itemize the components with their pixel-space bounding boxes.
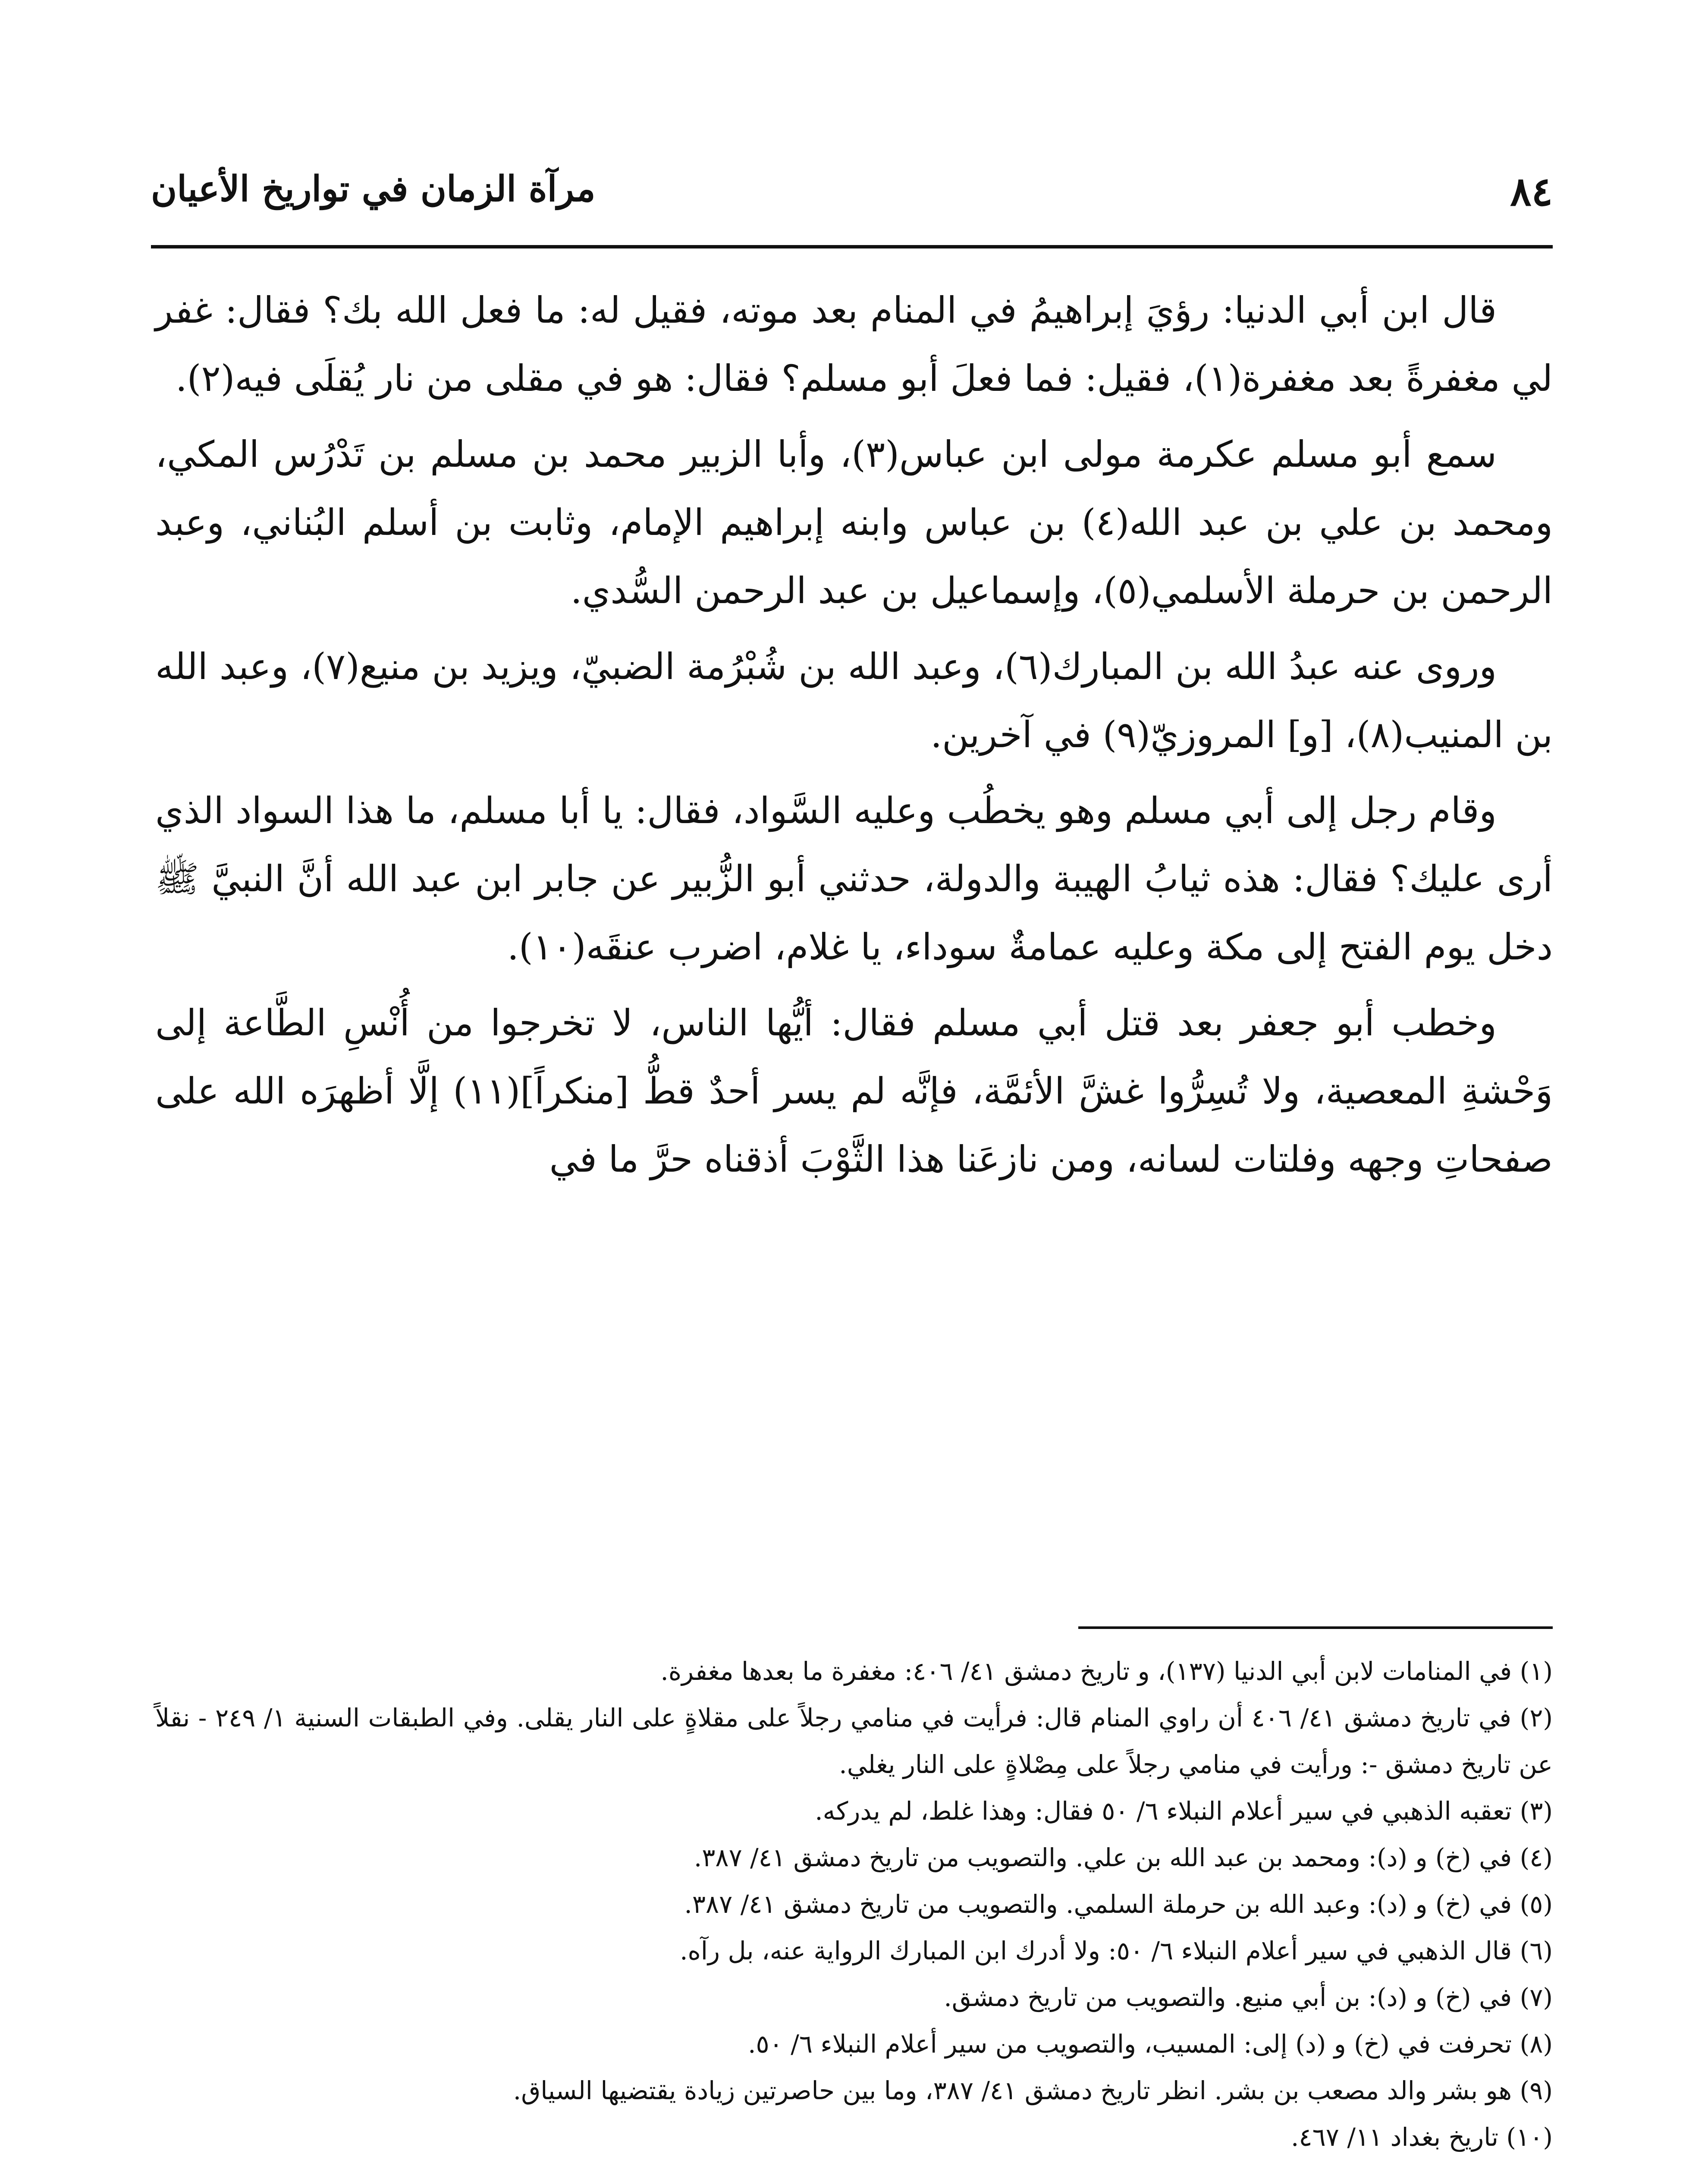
- footnote: (١٠) تاريخ بغداد ١١/ ٤٦٧.: [1290, 2122, 1553, 2152]
- footnote: (٦) قال الذهبي في سير أعلام النبلاء ٦/ ٥٠: ولا أدرك ابن المبارك الرواية عنه، بل رآه.: [680, 1936, 1553, 1965]
- footnote-rule: [1078, 1626, 1553, 1629]
- footnote: (٣) تعقبه الذهبي في سير أعلام النبلاء ٦/ ٥٠ فقال: وهذا غلط، لم يدركه.: [815, 1796, 1553, 1826]
- paragraph: وخطب أبو جعفر بعد قتل أبي مسلم فقال: أيُّها الناس، لا تخرجوا من أُنْسِ الطَّاعة إلى وَحْشةِ المعصية، ولا تُسِرُّوا غشَّ الأئمَّة، فإنَّه لم يسر أحدٌ قطُّ [منكراً](١١) إلَّا أظهرَه الله على صفحاتِ وجهه وفلتات لسانه، ومن نازعَنا هذا الثَّوْبَ أذقناه حرَّ ما في: [155, 1002, 1553, 1180]
- footnote: (٥) في (خ) و (د): وعبد الله بن حرملة السلمي. والتصويب من تاريخ دمشق ٤١/ ٣٨٧.: [684, 1890, 1553, 1919]
- paragraph: وقام رجل إلى أبي مسلم وهو يخطُب وعليه السَّواد، فقال: يا أبا مسلم، ما هذا السواد الذي أرى عليك؟ فقال: هذه ثيابُ الهيبة والدولة، حدثني أبو الزُّبير عن جابر ابن عبد الله أنَّ النبيَّ ﷺ دخل يوم الفتح إلى مكة وعليه عمامةٌ سوداء، يا غلام، اضرب عنقَه(١٠).: [155, 789, 1553, 968]
- paragraph: قال ابن أبي الدنيا: رؤيَ إبراهيمُ في المنام بعد موته، فقيل له: ما فعل الله بك؟ فقال: غفر لي مغفرةً بعد مغفرة(١)، فقيل: فما فعلَ أبو مسلم؟ فقال: هو في مقلى من نار يُقلَى فيه(٢).: [155, 289, 1553, 399]
- header-rule: [151, 245, 1553, 248]
- book-title: مرآة الزمان في تواريخ الأعيان: [151, 168, 596, 210]
- page-number: ٨٤: [1510, 168, 1553, 215]
- footnote: (٩) هو بشر والد مصعب بن بشر. انظر تاريخ دمشق ٤١/ ٣٨٧، وما بين حاصرتين زيادة يقتضيها السياق.: [513, 2076, 1553, 2105]
- footnote: (٢) في تاريخ دمشق ٤١/ ٤٠٦ أن راوي المنام قال: فرأيت في منامي رجلاً على مقلاةٍ على النار يقلى. وفي الطبقات السنية ١/ ٢٤٩ - نقلاً عن تاريخ دمشق -: ورأيت في منامي رجلاً على مِصْلاةٍ على النار يغلي.: [155, 1703, 1553, 1779]
- footnotes: [155, 1648, 1553, 2157]
- paragraph: سمع أبو مسلم عكرمة مولى ابن عباس(٣)، وأبا الزبير محمد بن مسلم بن تَدْرُس المكي، ومحمد بن علي بن عبد الله(٤) بن عباس وابنه إبراهيم الإمام، وثابت بن أسلم البُناني، وعبد الرحمن بن حرملة الأسلمي(٥)، وإسماعيل بن عبد الرحمن السُّدي.: [155, 433, 1553, 612]
- running-header: [151, 164, 1553, 242]
- footnote: (٧) في (خ) و (د): بن أبي منيع. والتصويب من تاريخ دمشق.: [944, 1983, 1553, 2012]
- footnote: (٨) تحرفت في (خ) و (د) إلى: المسيب، والتصويب من سير أعلام النبلاء ٦/ ٥٠.: [748, 2029, 1553, 2059]
- main-text: [155, 276, 1553, 1201]
- paragraph: وروى عنه عبدُ الله بن المبارك(٦)، وعبد الله بن شُبْرُمة الضبيّ، ويزيد بن منيع(٧)، وعبد الله بن المنيب(٨)، [و] المروزيّ(٩) في آخرين.: [155, 645, 1553, 756]
- footnote: (١) في المنامات لابن أبي الدنيا (١٣٧)، و تاريخ دمشق ٤١/ ٤٠٦: مغفرة ما بعدها مغفرة.: [660, 1657, 1553, 1686]
- footnote: (٤) في (خ) و (د): ومحمد بن عبد الله بن علي. والتصويب من تاريخ دمشق ٤١/ ٣٨٧.: [694, 1843, 1553, 1872]
